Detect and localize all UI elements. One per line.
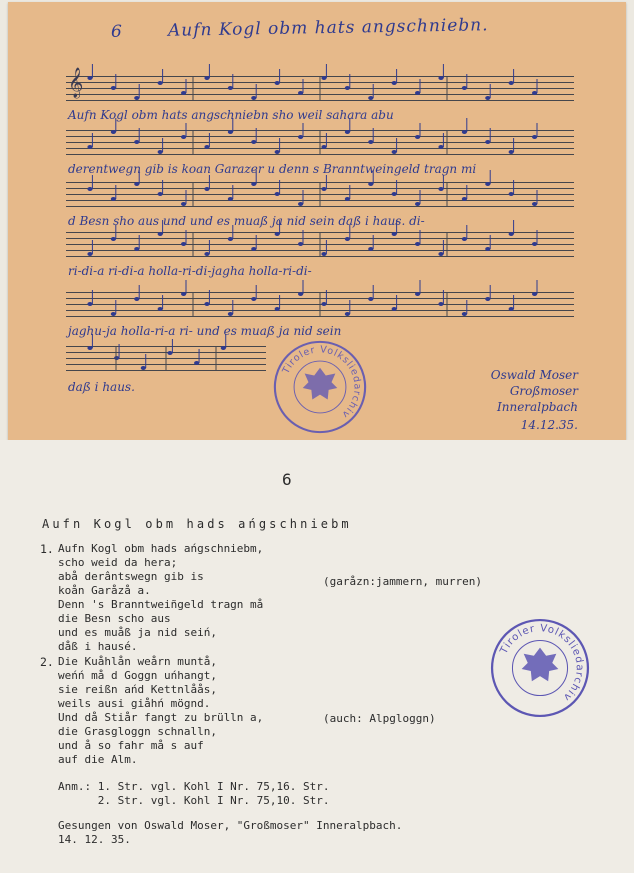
verse-2-line-7: und å so fahr må s auf (58, 739, 204, 752)
verse-1-line-7: und es muåß ja nid seiń, (58, 626, 217, 639)
verse-1-line-5: Denn 's Branntweiñgeld tragn må (58, 598, 264, 611)
verse-2-line-5: Und då Stiår fangt zu brülln a, (58, 711, 264, 724)
handwritten-score-card (8, 2, 626, 440)
card-lyric-line-6: daß i haus. (68, 380, 135, 394)
card-song-title: Aufn Kogl obm hats angschniebn. (167, 15, 489, 41)
gloss-alpgloggn: (auch: Alpgloggn) (323, 712, 436, 725)
source-credit: Gesungen von Oswald Moser, "Großmoser" Inneralpbach. (58, 819, 403, 832)
card-lyric-line-5: jaghu-ja holla-ri-a ri- und es muaß ja nid sein (68, 324, 342, 338)
verse-2-line-2: weńń må d Goggn uńhangt, (58, 669, 217, 682)
verse-2-line-4: weils ausi giåhń mögnd. (58, 697, 211, 710)
card-signature-place: Inneralpbach (497, 400, 578, 414)
verse-2-line-6: die Grasgloggn schnalln, (58, 725, 217, 738)
card-lyric-line-2: derentwegn gib is koan Garazer u denn s Branntweingeld tragn mi (68, 162, 477, 176)
sheet-song-title: Aufn Kogl obm hads ańgschniebm (42, 517, 352, 531)
archive-stamp-icon (272, 339, 368, 435)
gloss-garazn: (garåzn:jammern, murren) (323, 575, 482, 588)
verse-1-line-6: die Besn scho aus (58, 612, 171, 625)
verse-1-line-8: dåß i hausé. (58, 640, 138, 653)
card-page-number: 6 (111, 22, 122, 42)
reference-note-2: 2. Str. vgl. Kohl I Nr. 75,10. Str. (58, 794, 330, 807)
archive-stamp-icon (489, 617, 591, 719)
svg-text:Tiroler Volksliedarchiv: Tiroler Volksliedarchiv (280, 344, 363, 421)
verse-1-line-3: abå derântswegn gib is (58, 570, 204, 583)
card-date: 14.12.35. (520, 418, 578, 432)
card-signature-name: Oswald Moser (490, 368, 578, 382)
svg-text:Tiroler Volksliedarchiv: Tiroler Volksliedarchiv (498, 623, 585, 704)
typed-transcription-sheet (0, 440, 634, 873)
source-date: 14. 12. 35. (58, 833, 131, 846)
sheet-page-number: 6 (282, 470, 292, 489)
verse-2-line-3: sie reißn ańd Kettnlåås, (58, 683, 217, 696)
card-lyric-line-4: ri-di-a ri-di-a holla-ri-di-jagha holla-ri-di- (68, 264, 312, 278)
verse-2-line-8: auf die Alm. (58, 753, 138, 766)
card-lyric-line-1: Aufn Kogl obm hats angschniebn sho weil sahara abu (68, 108, 394, 122)
card-signature-farm: Großmoser (509, 384, 578, 398)
reference-note-1: Anm.: 1. Str. vgl. Kohl I Nr. 75,16. Str. (58, 780, 330, 793)
verse-1-line-2: scho weid da hera; (58, 556, 178, 569)
verse-1-line-4: koån Garåzå a. (58, 584, 151, 597)
card-lyric-line-3: d Besn sho aus und und es muaß ja nid sein daß i haus. di- (68, 214, 425, 228)
verse-number: 1. (40, 542, 54, 556)
verse-2-line-1: Die Kuåhlån weårn muntå, (58, 655, 217, 668)
verse-number: 2. (40, 655, 54, 669)
treble-clef-icon: 𝄞 (68, 68, 84, 98)
verse-1-line-1: Aufn Kogl obm hads ańgschniebm, (58, 542, 264, 555)
